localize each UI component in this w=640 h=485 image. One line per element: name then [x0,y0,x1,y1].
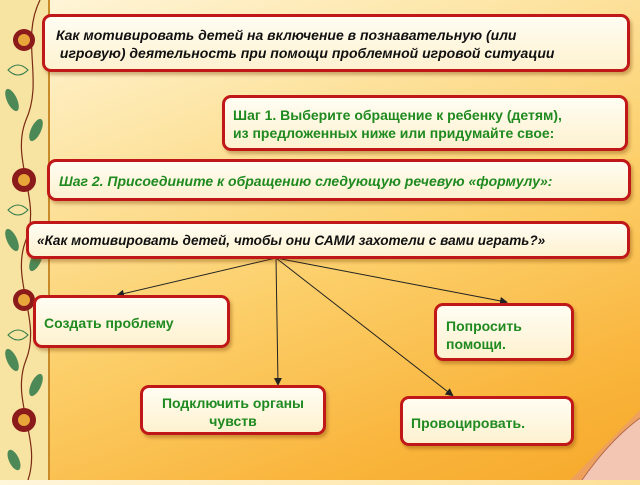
step1-line-1: Шаг 1. Выберите обращение к ребенку (детям), [233,107,562,123]
senses-line-1: Подключить органы [161,395,305,411]
step2-box [47,159,631,201]
provoke-text: Провоцировать. [411,415,526,431]
option-connect-senses [140,385,326,435]
step1-box [222,95,628,151]
option-ask-help [434,303,574,361]
step1-line-2: из предложенных ниже или придумайте свое: [233,125,555,141]
title-box [42,14,630,72]
option-provoke [400,396,574,446]
arrow-to-provoke [276,258,452,395]
arrow-to-ask-help [276,258,506,302]
create-problem-text: Создать проблему [44,315,174,331]
ask-help-line-1: Попросить [446,318,522,334]
question-text: «Как мотивировать детей, чтобы они САМИ захотели с вами играть?» [37,233,546,248]
title-line-2: игровую) деятельность при помощи проблемной игровой ситуации [56,45,555,61]
senses-line-2: чувств [209,413,257,429]
ask-help-line-2: помощи. [446,336,506,352]
step2-text: Шаг 2. Присоедините к обращению следующую речевую «формулу»: [59,173,553,189]
arrow-to-create-problem [118,258,276,295]
question-box [26,221,630,259]
page-curl-icon [570,410,640,480]
arrow-to-senses [276,258,278,384]
title-line-1: Как мотивировать детей на включение в познавательную (или [56,27,517,43]
option-create-problem [33,295,230,348]
